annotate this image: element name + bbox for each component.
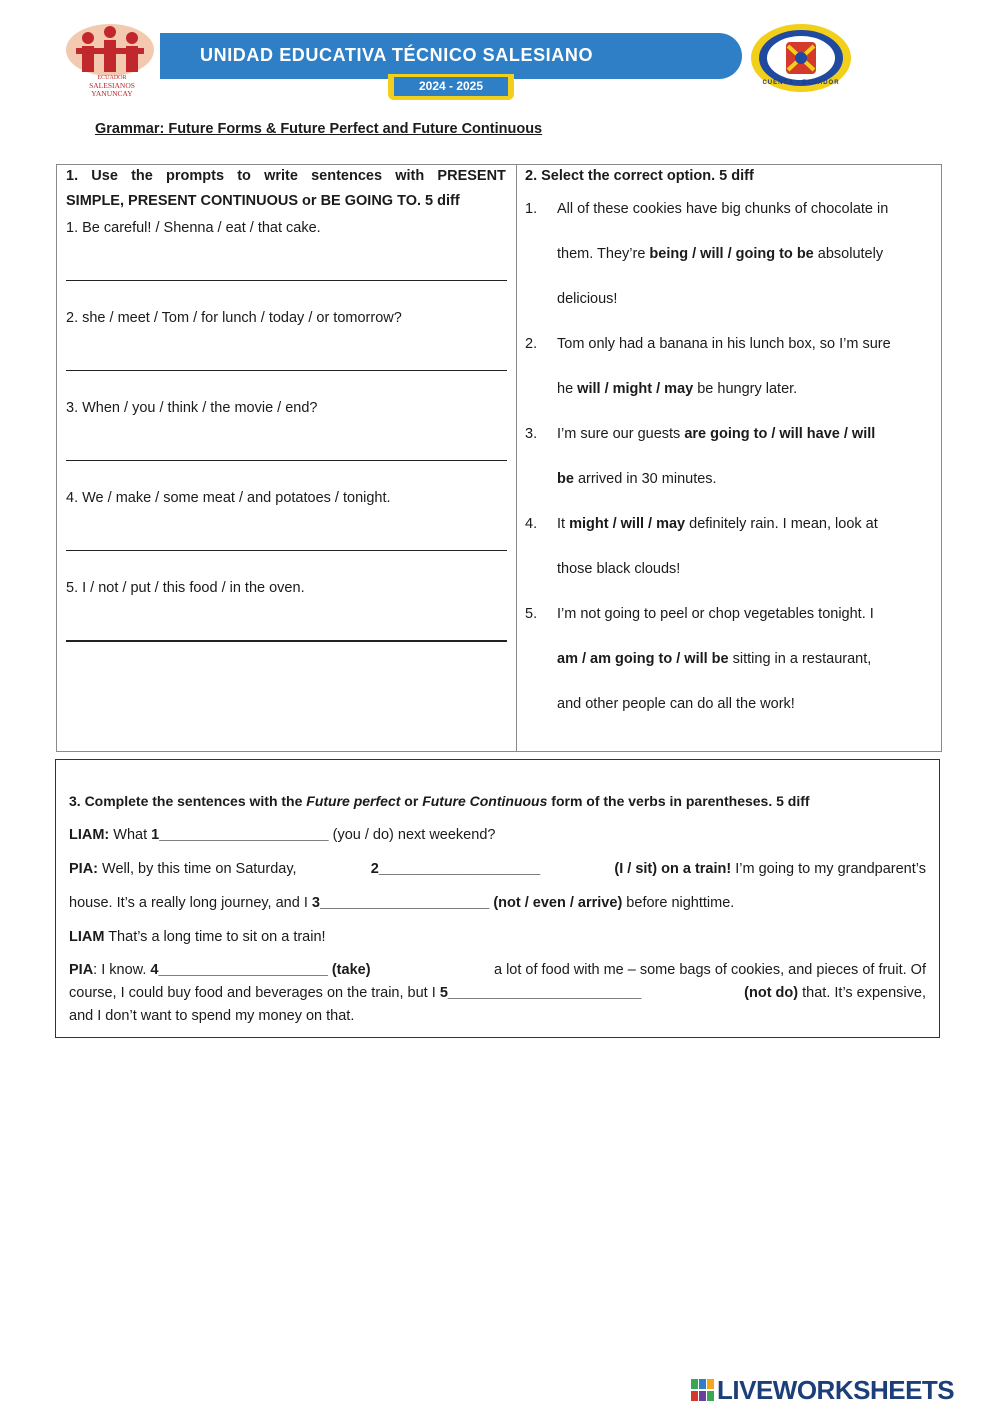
ex3-line-pia-1: PIA: Well, by this time on Saturday, 2____________________ (I / sit) on a train! I’m going to my grandparent’s [69,861,926,877]
ex1-word: Use [91,168,118,184]
ex1-word: with [395,168,425,184]
ex2-item-text: them. They’re being / will / going to be absolutely [557,246,884,262]
ex3-blank-4[interactable]: 4_____________________ [150,962,328,978]
left-logo-motto [74,74,150,98]
speaker-liam: LIAM: [69,827,110,843]
ex2-item-number: 2. [525,336,538,352]
ex2-item-number: 1. [525,201,538,217]
ex2-item-number: 5. [525,606,538,622]
ex2-item-number: 3. [525,426,538,442]
ex1-answer-line-5[interactable] [66,640,507,642]
ex1-instr-line1 [66,164,506,189]
ex2-item-text: I’m sure our guests are going to / will have / will [557,426,876,442]
ex1-word: PRESENT [437,168,506,184]
ex2-item-text: those black clouds! [557,561,681,577]
ex3-blank-5[interactable]: 5________________________ [439,985,642,1001]
ex2-options[interactable]: will / might / may [577,381,694,397]
ex1-word: to [237,168,251,184]
ex2-options[interactable]: be [557,471,574,487]
brand-name: LIVEWORKSHEETS [717,1375,955,1405]
ex2-options[interactable]: are going to / will have / will [684,426,876,442]
ex1-answer-line-1[interactable] [66,280,507,281]
table-divider [516,165,517,751]
ex2-item-text: and other people can do all the work! [557,696,795,712]
ex2-item-text: All of these cookies have big chunks of chocolate in [557,201,889,217]
school-logo-left [64,20,156,96]
ex3-blank-1[interactable]: 1_____________________ [151,827,329,843]
ex3-blank-2[interactable]: 2____________________ [370,861,541,877]
ex3-line-liam-1: LIAM: What 1_____________________ (you / do) next weekend? [69,827,496,843]
ex2-options[interactable]: being / will / going to be [649,246,814,262]
ex1-word: the [131,168,153,184]
ex2-item-text: am / am going to / will be sitting in a restaurant, [557,651,872,667]
ex1-prompt-3: 3. When / you / think / the movie / end? [66,400,318,416]
ex1-instructions [66,164,506,214]
ex3-line-pia-3: PIA: I know. 4_____________________ (take) a lot of food with me – some bags of cookies, and pieces of fruit. Of [69,962,926,978]
ex1-word: write [264,168,298,184]
year-badge [388,74,514,100]
year-label: 2024 - 2025 [394,77,508,96]
school-seal [748,22,854,94]
banner-title: UNIDAD EDUCATIVA TÉCNICO SALESIANO [200,45,594,65]
ex1-answer-line-4[interactable] [66,550,507,551]
ex1-answer-line-3[interactable] [66,460,507,461]
ex3-line-liam-2: LIAM That’s a long time to sit on a train! [69,929,326,945]
ex3-instructions: 3. Complete the sentences with the Future perfect or Future Continuous form of the verbs in parentheses. 5 diff [69,793,810,809]
speaker-pia: PIA [69,962,94,978]
ex2-item-text: It might / will / may definitely rain. I mean, look at [557,516,878,532]
ex1-prompt-1: 1. Be careful! / Shenna / eat / that cake. [66,220,321,236]
left-logo-text: SALESIANOS YANUNCAY [89,81,135,98]
ex2-item-text: delicious! [557,291,618,307]
ex1-answer-line-2[interactable] [66,370,507,371]
ex2-item-number: 4. [525,516,538,532]
school-banner [160,33,742,79]
ex3-line-pia-2: house. It’s a really long journey, and I 3_____________________ (not / even / arrive) before nighttime. [69,895,735,911]
ex2-item-text: Tom only had a banana in his lunch box, so I’m sure [557,336,891,352]
ex1-prompt-5: 5. I / not / put / this food / in the oven. [66,580,305,596]
speaker-liam: LIAM [69,929,105,945]
ex3-line-pia-4: course, I could buy food and beverages on the train, but I 5________________________ (not do) that. It’s expensive, [69,985,926,1001]
ex1-word: prompts [166,168,225,184]
ex2-options[interactable]: am / am going to / will be [557,651,729,667]
liveworksheets-logo[interactable] [691,1375,987,1405]
ex2-item-text: be arrived in 30 minutes. [557,471,717,487]
ex2-item-text: I’m not going to peel or chop vegetables tonight. I [557,606,874,622]
ex2-instructions: 2. Select the correct option. 5 diff [525,168,754,184]
ex2-options[interactable]: might / will / may [569,516,686,532]
ex2-item-text: he will / might / may be hungry later. [557,381,798,397]
left-logo-arc: ECUADOR [97,75,127,81]
ex1-word: 1. [66,168,79,184]
seal-caption: CUENCA - ECUADOR [762,80,840,86]
ex3-blank-3[interactable]: 3_____________________ [311,895,490,911]
ex1-prompt-2: 2. she / meet / Tom / for lunch / today / or tomorrow? [66,310,402,326]
salesianos-logo-icon [64,20,156,78]
ex1-instr-line2: SIMPLE, PRESENT CONTINUOUS or BE GOING TO. 5 diff [66,193,460,209]
ex1-word: sentences [311,168,383,184]
ex1-prompt-4: 4. We / make / some meat / and potatoes / tonight. [66,490,391,506]
page-title: Grammar: Future Forms & Future Perfect and Future Continuous [95,121,543,137]
speaker-pia: PIA: [69,861,98,877]
liveworksheets-icon [691,1379,715,1401]
ex3-line-pia-5: and I don’t want to spend my money on that. [69,1008,355,1024]
